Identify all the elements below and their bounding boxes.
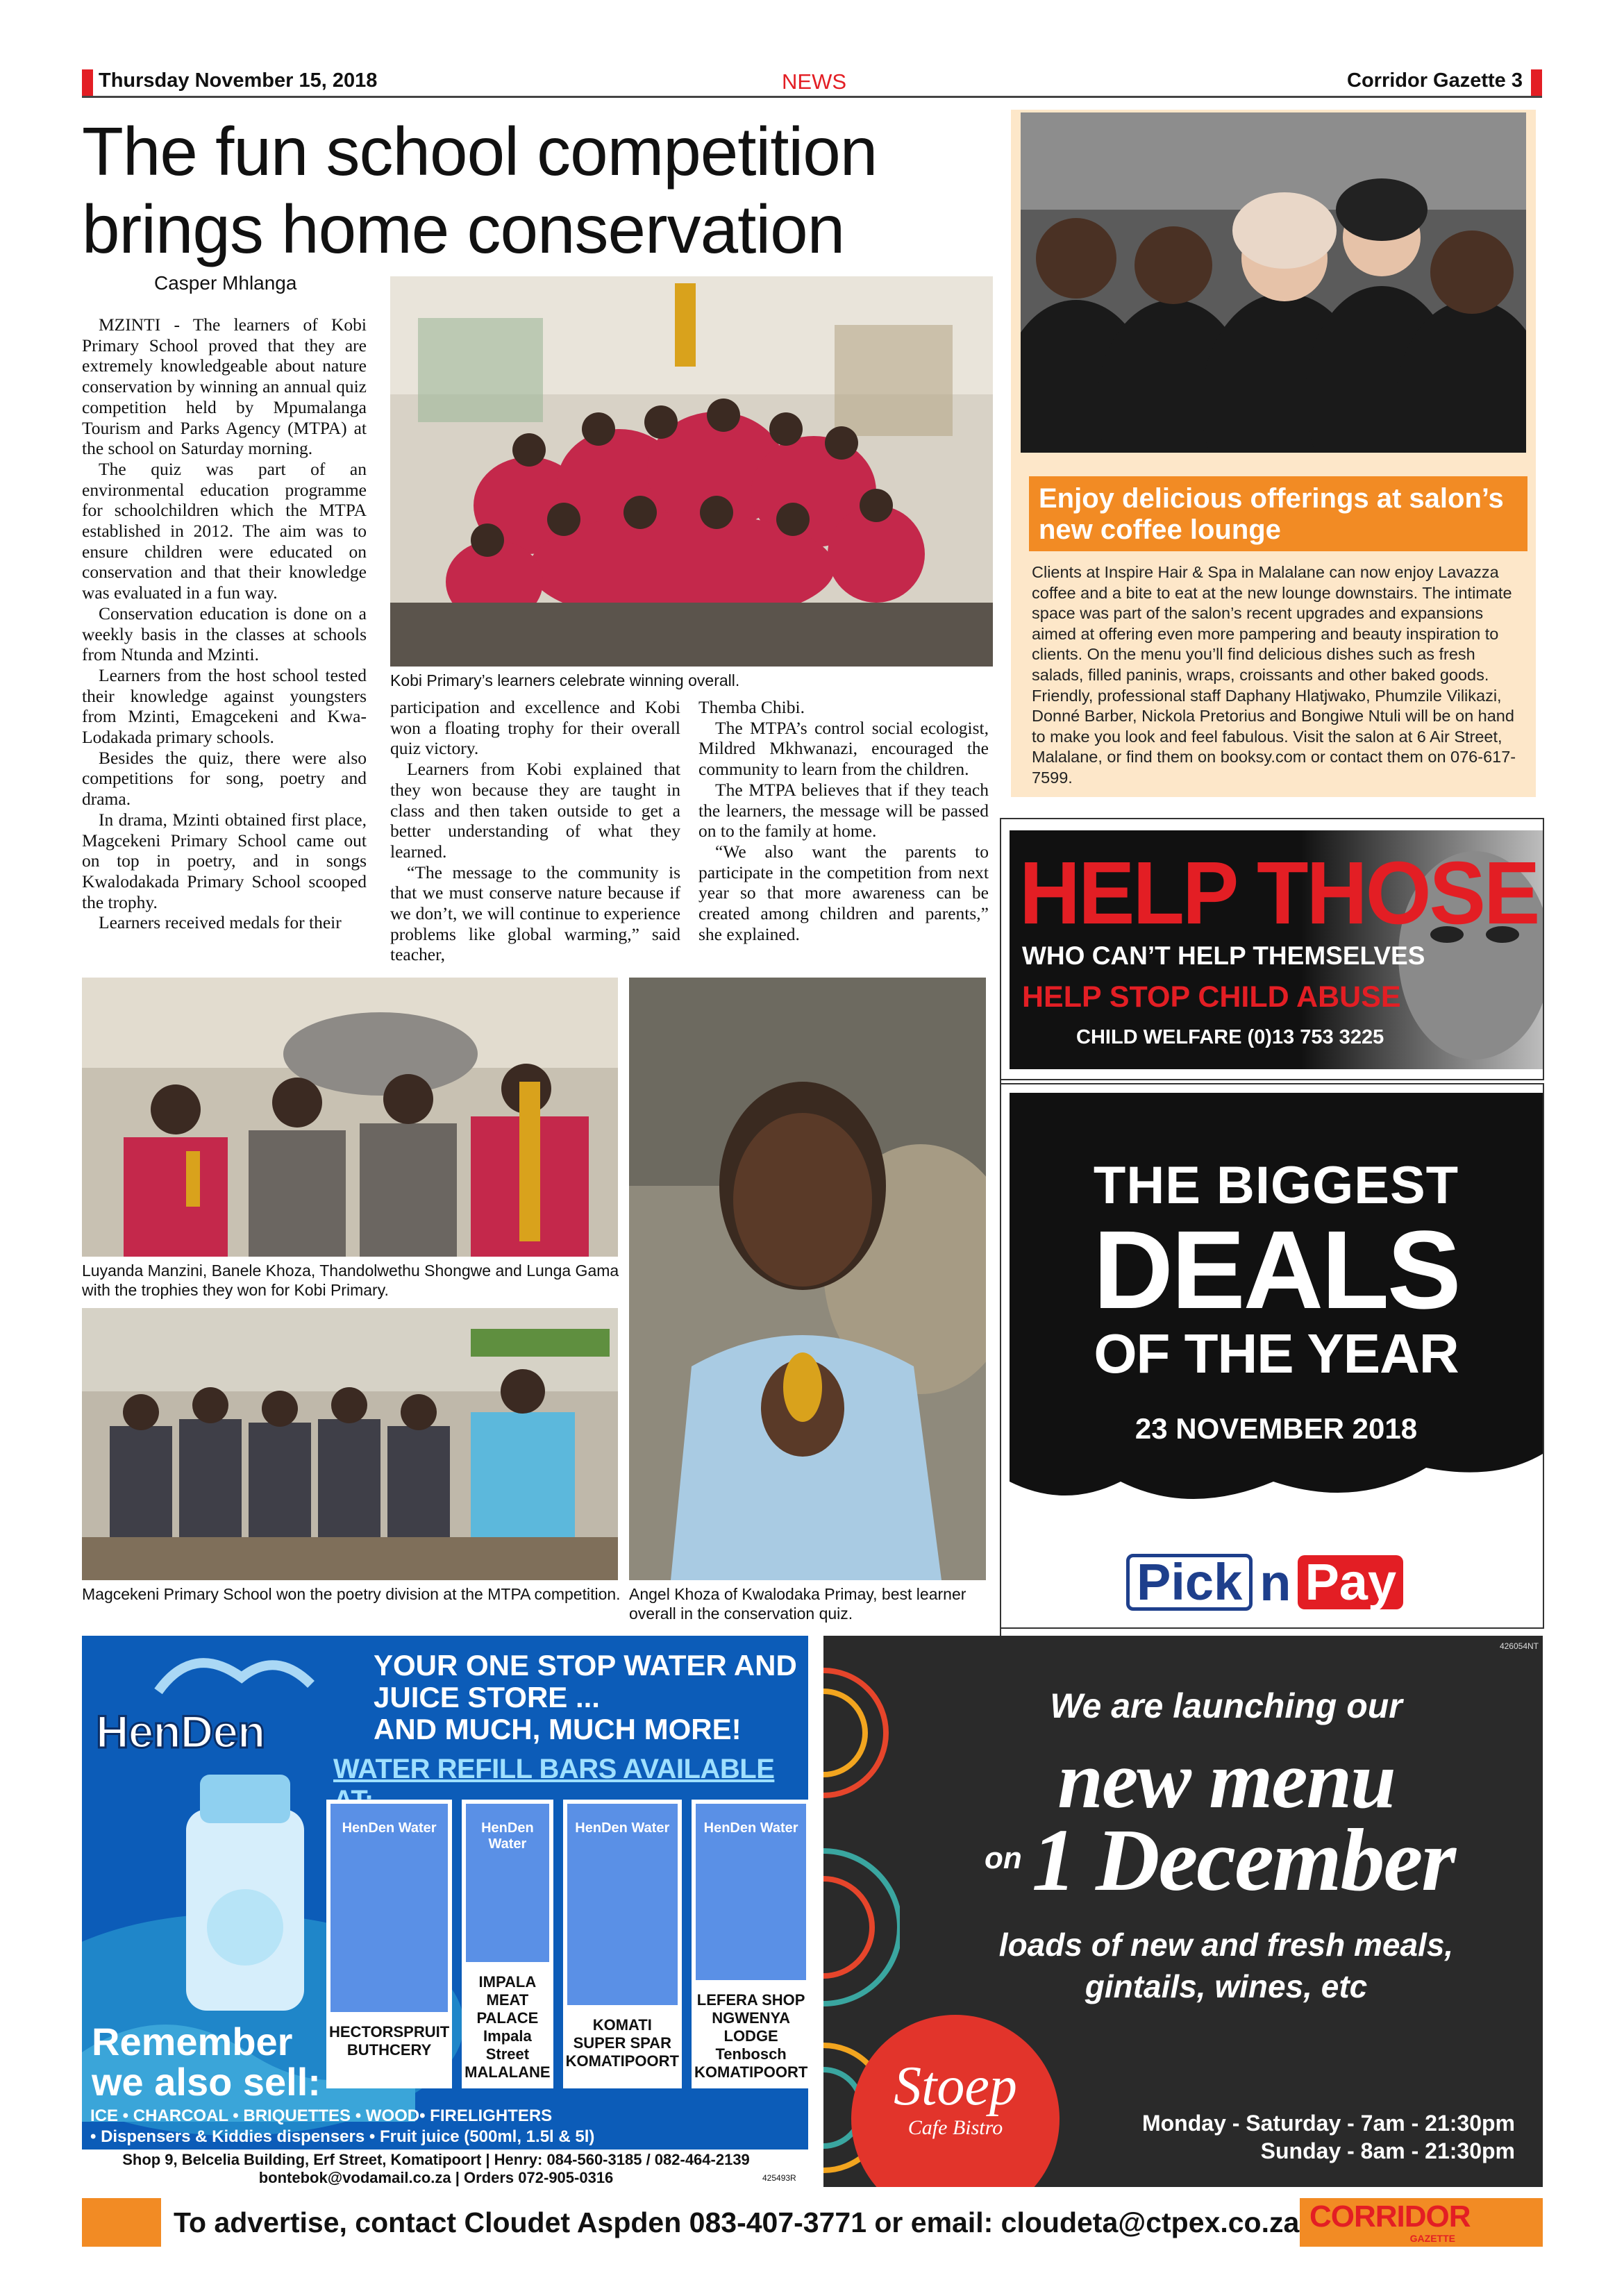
paragraph: MZINTI - The learners of Kobi Primary School proved that they are extremely knowledgeable about nature conservation by winning an annual quiz competition held by Mpumalanga Tourism and Parks Agency (MTPA) at the school on Saturday morning. — [82, 315, 367, 459]
store-name: HECTORSPRUIT BUTHCERY — [329, 2023, 450, 2059]
henden-headline-3: AND MUCH, MUCH MORE! — [374, 1713, 742, 1745]
angel-photo — [629, 978, 986, 1580]
water-jar-image: HenDen Water — [567, 1804, 678, 2005]
paragraph: The MTPA’s control social ecologist, Mildred Mkhwanazi, encouraged the community to learn from the children. — [698, 717, 989, 780]
henden-address: Shop 9, Belcelia Building, Erf Street, Komatipoort | Henry: 084-560-3185 / 082-464-2139 — [122, 2151, 750, 2168]
footer-logo-text: CORRIDOR — [1309, 2199, 1471, 2234]
main-photo-caption: Kobi Primary’s learners celebrate winning overall. — [390, 671, 740, 689]
issue-date: Thursday November 15, 2018 — [99, 69, 378, 92]
henden-headline — [374, 1650, 797, 1745]
henden-ad[interactable] — [82, 1636, 808, 2187]
article-column-2 — [390, 697, 680, 965]
henden-remember-1: Remember — [92, 2020, 293, 2063]
stoep-date: 1 December — [1032, 1811, 1455, 1909]
paper-page: Corridor Gazette 3 — [1347, 69, 1523, 92]
child-welfare-ad[interactable] — [1010, 830, 1543, 1069]
paragraph: Learners received medals for their — [99, 912, 342, 933]
henden-headline-2: JUICE STORE ... — [374, 1681, 600, 1713]
stoep-line2: new menu — [1057, 1734, 1395, 1825]
stoep-ref: 426054NT — [1499, 1641, 1539, 1651]
henden-remember — [92, 2022, 321, 2102]
header-accent-left — [82, 69, 93, 96]
store-card — [563, 1800, 682, 2088]
stoep-line1: We are launching our — [1050, 1686, 1403, 1725]
pnp-logo — [1126, 1552, 1403, 1612]
cw-line2: WHO CAN’T HELP THEMSELVES — [1022, 941, 1425, 970]
pnp-ad[interactable] — [1010, 1093, 1543, 1627]
article-headline: The fun school competition brings home conservation — [82, 113, 878, 267]
stoep-line4: loads of new and fresh meals, — [998, 1927, 1454, 1963]
angel-photo-caption: Angel Khoza of Kwalodaka Primay, best learner overall in the conservation quiz. — [629, 1585, 966, 1623]
article-column-1 — [82, 315, 367, 933]
pnp-line2: DEALS — [1093, 1207, 1459, 1332]
article-column-3 — [698, 697, 989, 944]
kobi-learners-photo — [390, 276, 993, 667]
paragraph: Themba Chibi. — [698, 697, 805, 717]
paragraph: Learners from Kobi explained that they won because they are taught in class and then taken outside to get a better understanding of what they learned. — [390, 759, 680, 862]
header-rule — [82, 96, 1542, 98]
section-label: NEWS — [782, 69, 846, 94]
henden-sells-1: ICE • CHARCOAL • BRIQUETTES • WOOD• FIRELIGHTERS — [90, 2106, 553, 2125]
footer-advertise: To advertise, contact Cloudet Aspden 083-407-3771 or email: cloudeta@ctpex.co.za — [174, 2206, 1300, 2238]
article-byline: Casper Mhlanga — [154, 272, 297, 294]
paragraph: In drama, Mzinti obtained first place, Magcekeni Primary School came out on top in poetry, and in songs Kwalodakada Primary School scooped the trophy. — [82, 809, 367, 912]
paragraph: Learners from the host school tested their knowledge against youngsters from Mzinti, Emagcekeni and Kwa-Lodakada primary schools. — [82, 664, 367, 748]
trophies-photo-caption: Luyanda Manzini, Banele Khoza, Thandolwethu Shongwe and Lunga Gama with the trophies they won for Kobi Primary. — [82, 1262, 619, 1299]
water-jar-image: HenDen Water — [466, 1804, 549, 1962]
poetry-photo — [82, 1308, 618, 1580]
paragraph: The quiz was part of an environmental education programme for schoolchildren which the MTPA established in 2012. The aim was to ensure children were educated on conservation and that their knowledge was evaluated in a fun way. — [82, 458, 367, 603]
pnp-logo-n: n — [1259, 1553, 1291, 1611]
stoep-ad[interactable] — [823, 1636, 1543, 2187]
store-card — [692, 1800, 808, 2088]
footer-logo-sub: GAZETTE — [1409, 2233, 1455, 2244]
pnp-date: 23 NOVEMBER 2018 — [1135, 1412, 1418, 1445]
poetry-photo-caption: Magcekeni Primary School won the poetry division at the MTPA competition. — [82, 1585, 621, 1603]
henden-refill-heading: WATER REFILL BARS AVAILABLE — [333, 1754, 775, 1784]
stoep-line5: gintails, wines, etc — [1085, 1968, 1368, 2004]
stoep-hours-2: Sunday - 8am - 21:30pm — [1260, 2138, 1515, 2163]
salon-headline: Enjoy delicious offerings at salon’s new coffee lounge — [1029, 476, 1527, 551]
henden-headline-1: YOUR ONE STOP WATER AND — [374, 1649, 797, 1682]
pnp-logo-pay: Pay — [1298, 1555, 1403, 1609]
pnp-logo-pick: Pick — [1126, 1554, 1253, 1611]
store-name: KOMATI SUPER SPAR KOMATIPOORT — [565, 2016, 679, 2070]
pnp-line1: THE BIGGEST — [1093, 1156, 1459, 1215]
henden-logo: HenDen — [96, 1706, 265, 1757]
paragraph: Besides the quiz, there were also competitions for song, poetry and drama. — [82, 747, 367, 810]
photo-illustration — [390, 276, 993, 667]
photo-illustration — [82, 1308, 618, 1580]
paragraph: “We also want the parents to participate in the competition from next year so that more awareness can be created among children and parents,” she explained. — [698, 841, 989, 944]
water-jar-image: HenDen Water — [696, 1804, 806, 1980]
henden-remember-2: we also sell: — [92, 2060, 321, 2104]
cw-phone: CHILD WELFARE (0)13 753 3225 — [1076, 1026, 1384, 1048]
water-jar-image: HenDen Water — [330, 1804, 448, 2012]
salon-body: Clients at Inspire Hair & Spa in Malalane can now enjoy Lavazza coffee and a bite to eat at the new lounge downstairs. The intimate space was part of the salon’s recent upgrades and expansions aimed at offering even more pampering and beauty inspiration to clients. On the menu you’ll find delicious dishes such as fresh salads, filled paninis, wraps, croissants and other baked goods. Friendly, professional staff Daphany Hlatjwako, Phumzile Vilikazi, Donné Barber, Nickola Pretorius and Bongiwe Ntuli will be on hand to make you look and feel fabulous. Visit the salon at 6 Air Street, Malalane, or find them on booksy.com or contact them on 076-617-7599. — [1032, 563, 1516, 787]
store-name: IMPALA MEAT PALACE Impala Street MALALANE — [464, 1973, 551, 2081]
store-card — [462, 1800, 553, 2088]
trophies-photo — [82, 978, 618, 1257]
store-name: LEFERA SHOP NGWENYA LODGE Tenbosch KOMATIPOORT — [694, 1991, 808, 2081]
pnp-line3: OF THE YEAR — [1094, 1323, 1459, 1384]
cw-line3: HELP STOP CHILD ABUSE — [1022, 980, 1401, 1014]
paragraph: The MTPA believes that if they teach the learners, the message will be passed on to the family at home. — [698, 779, 989, 841]
salon-staff-photo — [1021, 112, 1526, 453]
stoep-logo: Stoep — [894, 2056, 1017, 2117]
stoep-hours-1: Monday - Saturday - 7am - 21:30pm — [1141, 2111, 1515, 2136]
henden-stores — [326, 1800, 808, 2088]
header-accent-right — [1531, 69, 1542, 96]
paragraph: Conservation education is done on a weekly basis in the classes at schools from Ntunda and Mzinti. — [82, 603, 367, 665]
corridor-gazette-logo — [1309, 2201, 1469, 2244]
store-card — [326, 1800, 452, 2088]
henden-email: bontebok@vodamail.co.za | Orders 072-905-0316 — [258, 2169, 614, 2186]
cw-line1: HELP THOSE — [1019, 843, 1539, 943]
henden-sells-2: • Dispensers & Kiddies dispensers • Fruit juice (500ml, 1.5l & 5l) — [90, 2127, 595, 2146]
paragraph: participation and excellence and Kobi won a floating trophy for their overall quiz victory. — [390, 697, 680, 759]
stoep-logo-sub: Cafe Bistro — [907, 2116, 1003, 2139]
paragraph: “The message to the community is that we must conserve nature because if we don’t, we will continue to experience problems like global warming,” said teacher, — [390, 862, 680, 965]
stoep-on: on — [985, 1841, 1022, 1875]
photo-illustration — [82, 978, 618, 1257]
photo-illustration — [629, 978, 986, 1580]
photo-illustration — [1021, 112, 1526, 453]
henden-ref: 425493R — [762, 2173, 796, 2183]
